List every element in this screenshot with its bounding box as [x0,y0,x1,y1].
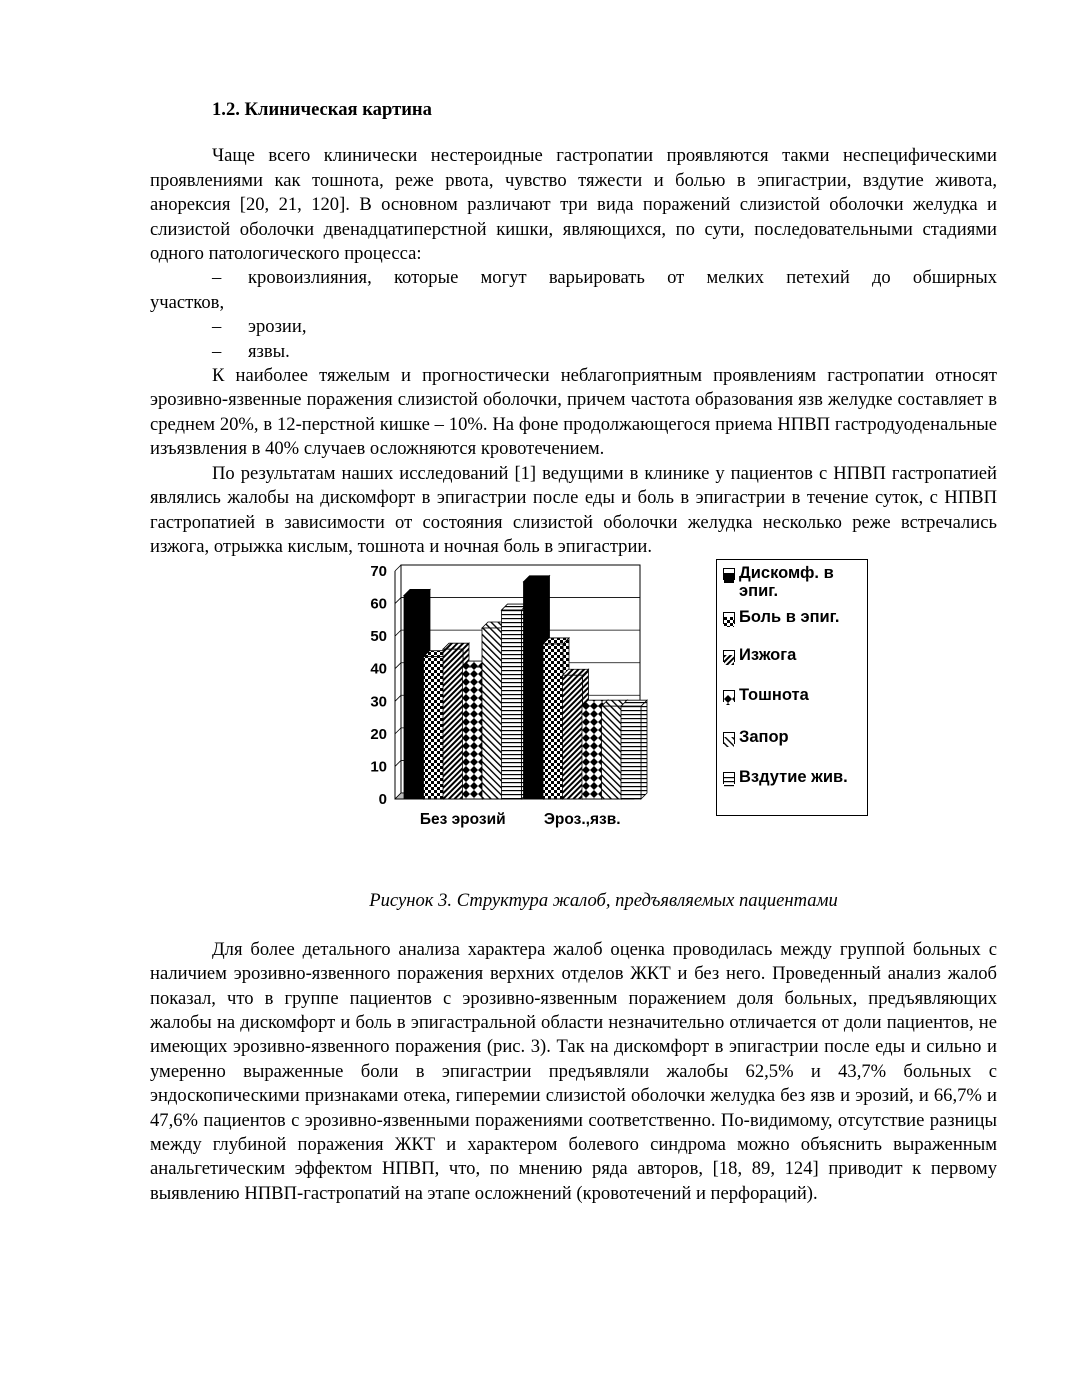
list-item-continuation: участков, [150,291,225,313]
y-tick-label: 20 [370,726,387,744]
gridline-depth [395,630,401,636]
legend-swatch [723,612,735,624]
list-item [150,315,997,339]
section-heading: 1.2. Клиническая картина [212,99,432,120]
list-dash: – [212,316,222,338]
bar [621,700,647,799]
legend-label: Боль в эпиг. [739,608,840,627]
y-tick-label: 60 [370,595,387,613]
figure-caption: Рисунок 3. Структура жалоб, предъявляемых пациентами [369,890,838,912]
legend-item [723,686,809,704]
paragraph-intro: Чаще всего клинически нестероидные гастропатии проявляются такми неспецифическими проявлениями как тошнота, реже рвота, чувство тяжести и болью в эпигастрии, вздутие живота, анорексия [20, 21, 120]. В основном различают три вида поражений слизистой оболочки желудка и слизистой оболочки двенадцатиперстной кишки, являющихся, по сути, последовательными стадиями одного патологического процесса: [150,145,997,265]
bar-front [463,667,483,799]
legend-item [723,564,859,600]
x-tick-label: Эроз.,язв. [543,811,621,829]
list-dash: – [212,340,222,362]
legend-label: Изжога [739,646,797,665]
bar-front [602,706,622,799]
list-item [150,340,997,364]
legend-item [723,646,796,664]
bar-front [502,610,522,799]
chart-legend [716,559,868,816]
legend-label: Запор [739,728,789,747]
legend-label: Вздутие жив. [739,768,848,787]
legend-swatch [723,732,735,744]
legend-item [723,608,840,626]
bar-front [424,657,444,799]
y-tick-label: 40 [370,661,387,679]
document-page [150,98,997,1206]
list-item-text: кровоизлияния, которые могут варьировать от мелких петехий до обширных [248,267,997,289]
list-dash: – [212,267,222,289]
bar-front [543,644,563,799]
y-tick-label: 30 [370,693,387,711]
gridline-depth [395,663,401,669]
legend-swatch [723,690,735,702]
bar-front [563,676,583,800]
paragraph-results: По результатам наших исследований [1] ведущими в клинике у пациентов с НПВП гастропатией являлись жалобы на дискомфорт в эпигастрии после еды и боль в эпигастрии в течение суток, с НПВП гастропатией в зависимости от состояния слизистой оболочки желудка несколько реже встречались изжога, отрыжка кислым, тошнота и ночная боль в эпигастрии. [150,462,997,557]
paragraph-severity: К наиболее тяжелым и прогностически неблагоприятным проявлениям гастропатии относят эрозивно-язвенные поражения слизистой оболочки, причем частота образования язв желудке составляет в среднем 20%, в 12-перстной кишке – 10%. На фоне продолжающегося приема НПВП гастродуоденальные изъязвления в 40% случаев осложняются кровотечением. [150,365,997,460]
gridline-depth [395,565,401,571]
x-tick-label: Без эрозий [419,811,506,829]
legend-item [723,728,789,746]
gridline-depth [395,598,401,604]
bar-front [482,628,502,799]
y-tick-label: 10 [370,758,387,776]
bar-front [443,649,463,799]
list-item-text: язвы. [248,340,290,362]
legend-label: Тошнота [739,686,809,705]
y-tick-label: 70 [370,563,387,581]
list-item [150,266,997,290]
gridline-depth [395,761,401,767]
legend-swatch [723,568,735,580]
paragraph-analysis: Для более детального анализа характера жалоб оценка проводилась между группой больных с наличием эрозивно-язвенного поражения верхних отделов ЖКТ и без него. Проведенный анализ жалоб показал, что в группе пациентов с эрозивно-язвенным поражением доля больных, предъявляющих жалобы на дискомфорт и боль в эпигастральной области незначительно отличается от доли пациентов, не имеющих эрозивно-язвенного поражения (рис. 3). Так на дискомфорт в эпигастрии после еды и сильно и умеренно выраженные боли в эпигастрии предъявляли жалобы 62,5% и 43,7% больных с эндоскопическими признаками отека, гиперемии слизистой оболочки желудка без язв и эрозий, и 66,7% и 47,6% пациентов с эрозивно-язвенными поражениями соответственно. По-видимому, отсутствие разницы между глубиной поражения ЖКТ и характером болевого синдрома можно объяснить выраженным анальгетическим эффектом НПВП, что, по мнению ряда авторов, [18, 89, 124] приводит к первому выявлению НПВП-гастропатий на этапе осложнений (кровотечений и перфораций). [150,938,997,1204]
bar-front [524,582,544,799]
legend-item [723,768,848,786]
gridline-depth [395,728,401,734]
legend-label: Дискомф. в эпиг. [739,564,834,601]
figure [150,559,997,889]
legend-swatch [723,772,735,784]
gridline-depth [395,696,401,702]
bar-front [582,706,602,799]
legend-swatch [723,650,735,662]
bar-side [641,700,647,799]
list-item-text: эрозии, [248,316,307,338]
y-tick-label: 50 [370,628,387,646]
y-tick-label: 0 [378,791,387,809]
bar-front [621,706,641,799]
bar-chart [350,563,680,844]
bar-front [404,596,424,800]
